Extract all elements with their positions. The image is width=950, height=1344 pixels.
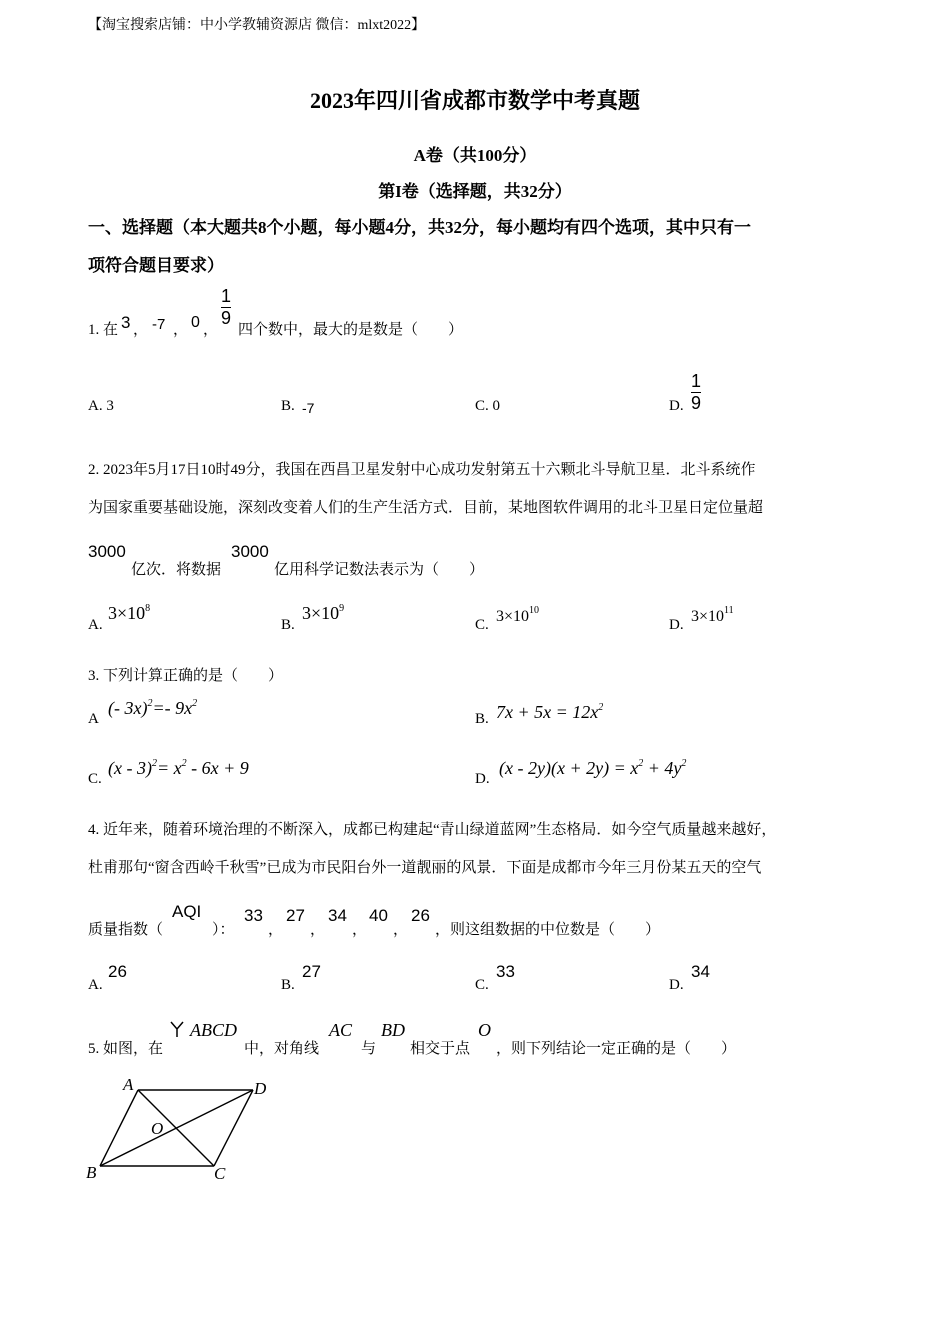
expr-lhs: (x - 2y)(x + 2y) = x <box>499 758 639 778</box>
q1-fraction-one-ninth <box>221 287 231 328</box>
frac-denominator: 9 <box>221 307 232 328</box>
q2-option-c-label: C. <box>475 617 489 633</box>
q4-value: 33 <box>244 906 263 925</box>
q2-text-1: 亿次．将数据 <box>131 562 222 578</box>
q2-option-d-expr <box>691 605 734 626</box>
q4-comma: ， <box>268 922 284 938</box>
sci-base: 3×10 <box>496 608 530 625</box>
q4-option-b-value: 27 <box>302 962 321 981</box>
q3-option-c-label: C. <box>88 771 102 787</box>
q4-option-c-label: C. <box>475 977 489 993</box>
q1-comma: ， <box>203 322 219 338</box>
q1-option-d: D. <box>669 398 684 414</box>
frac-numerator: 1 <box>691 371 702 391</box>
q2-number-3000: 3000 <box>231 542 269 561</box>
page-header: 【淘宝搜索店铺：中小学教辅资源店 微信：mlxt2022】 <box>88 18 426 33</box>
q4-text-1: 质量指数（ <box>88 922 164 938</box>
q4-line2: 杜甫那句“窗含西岭千秋雪”已成为市民阳台外一道靓丽的风景．下面是成都市今年三月份某五天的空气 <box>88 860 762 876</box>
q4-option-d-label: D. <box>669 977 684 993</box>
q5-text-3: 相交于点 <box>410 1041 471 1057</box>
vertex-label-b: B <box>86 1163 97 1182</box>
subtitle-a: A卷（共100分） <box>413 146 537 165</box>
q4-comma: ， <box>352 922 368 938</box>
q4-option-a-value: 26 <box>108 962 127 981</box>
section-heading-line2: 项符合题目要求） <box>88 256 224 275</box>
parallelogram-symbol-icon <box>170 1020 186 1038</box>
q1-comma: ， <box>173 322 189 338</box>
exponent: 2 <box>638 758 644 769</box>
q2-number-3000: 3000 <box>88 542 126 561</box>
q2-option-b-expr <box>302 603 344 624</box>
q1-option-a: A. 3 <box>88 398 114 414</box>
q4-option-d-value: 34 <box>691 962 710 981</box>
q2-line1: 2. 2023年5月17日10时49分，我国在西昌卫星发射中心成功发射第五十六颗北斗导航卫星．北斗系统作 <box>88 462 756 478</box>
sci-base: 3×10 <box>691 608 725 625</box>
q5-diagonal-ac: AC <box>329 1020 353 1040</box>
q4-comma: ， <box>393 922 409 938</box>
exponent: 2 <box>147 698 153 709</box>
frac-denominator: 9 <box>691 392 702 413</box>
q1-prefix: 1. 在 <box>88 322 119 338</box>
q4-value: 27 <box>286 906 305 925</box>
q4-option-b-label: B. <box>281 977 295 993</box>
expr: 7x + 5x = 12x <box>496 702 599 722</box>
expr-rhs: =- 9x <box>152 698 193 718</box>
exponent: 2 <box>181 758 187 769</box>
q5-text-2: 与 <box>361 1041 377 1057</box>
q2-option-b-label: B. <box>281 617 295 633</box>
q4-option-a-label: A. <box>88 977 103 993</box>
center-label-o: O <box>151 1119 164 1138</box>
exponent: 2 <box>681 758 687 769</box>
q2-option-d-label: D. <box>669 617 684 633</box>
q2-text-2: 亿用科学记数法表示为（ ） <box>274 562 485 578</box>
sci-exponent: 11 <box>724 605 734 616</box>
edge-ab <box>100 1090 138 1166</box>
subtitle-b: 第I卷（选择题，共32分） <box>378 182 572 201</box>
q3-option-c-expr <box>108 758 249 779</box>
exponent: 2 <box>192 698 198 709</box>
q5-text-1: 中，对角线 <box>244 1041 320 1057</box>
q5-shape-name: ABCD <box>190 1020 237 1040</box>
section-heading-line1: 一、选择题（本大题共8个小题，每小题4分，共32分，每小题均有四个选项，其中只有一 <box>88 218 751 237</box>
q4-value: 34 <box>328 906 347 925</box>
q1-option-b-value: -7 <box>302 400 315 416</box>
q3-stem: 3. 下列计算正确的是（ ） <box>88 668 284 684</box>
q1-number-3: 3 <box>121 313 131 332</box>
q3-option-b-expr <box>496 702 603 723</box>
vertex-label-a: A <box>123 1075 134 1094</box>
q4-aqi: AQI <box>172 902 202 921</box>
q4-value: 26 <box>411 906 430 925</box>
q4-comma: ， <box>310 922 326 938</box>
q4-text-2: ）： <box>212 922 235 938</box>
q1-number-neg7: -7 <box>152 316 166 333</box>
exponent: 2 <box>598 702 604 713</box>
diagonal-bd <box>100 1090 253 1166</box>
expr-rhs: = x <box>156 758 182 778</box>
q3-option-a-label: A <box>88 711 99 727</box>
sci-exponent: 8 <box>145 603 151 614</box>
vertex-label-d: D <box>254 1079 267 1098</box>
q2-option-a-label: A. <box>88 617 103 633</box>
q1-suffix: 四个数中，最大的是数是（ ） <box>238 322 464 338</box>
expr-lhs: (- 3x) <box>108 698 148 718</box>
q4-line1: 4. 近年来，随着环境治理的不断深入，成都已构建起“青山绿道蓝网”生态格局．如今空气质量越来越好， <box>88 822 777 838</box>
exponent: 2 <box>151 758 157 769</box>
page-title: 2023年四川省成都市数学中考真题 <box>309 88 640 113</box>
expr-tail: - 6x + 9 <box>186 758 249 778</box>
q2-line2: 为国家重要基础设施，深刻改变着人们的生产生活方式．目前，某地图软件调用的北斗卫星日定位量超 <box>88 500 764 516</box>
q3-option-b-label: B. <box>475 711 489 727</box>
q5-diagonal-bd: BD <box>381 1020 405 1040</box>
edge-cd <box>214 1090 253 1166</box>
q5-point-o: O <box>478 1020 491 1040</box>
q1-option-d-fraction <box>691 372 701 413</box>
q3-option-a-expr <box>108 698 197 719</box>
parallelogram-figure <box>80 1070 280 1190</box>
q4-text-3: ，则这组数据的中位数是（ ） <box>435 922 661 938</box>
sci-exponent: 9 <box>339 603 345 614</box>
q1-option-b: B. <box>281 398 295 414</box>
q2-option-c-expr <box>496 605 539 626</box>
q3-option-d-expr <box>499 758 686 779</box>
expr-lhs: (x - 3) <box>108 758 152 778</box>
q5-text-4: ，则下列结论一定正确的是（ ） <box>496 1041 737 1057</box>
vertex-label-c: C <box>214 1164 226 1183</box>
sci-exponent: 10 <box>529 605 540 616</box>
sci-base: 3×10 <box>302 603 340 623</box>
q1-comma: ， <box>133 322 149 338</box>
q4-value: 40 <box>369 906 388 925</box>
q1-option-c: C. 0 <box>475 398 501 414</box>
q2-option-a-expr <box>108 603 150 624</box>
sci-base: 3×10 <box>108 603 146 623</box>
q1-number-0: 0 <box>191 314 200 331</box>
expr-tail: + 4y <box>643 758 682 778</box>
q5-prefix: 5. 如图，在 <box>88 1041 164 1057</box>
frac-numerator: 1 <box>221 286 232 306</box>
q4-option-c-value: 33 <box>496 962 515 981</box>
q3-option-d-label: D. <box>475 771 490 787</box>
